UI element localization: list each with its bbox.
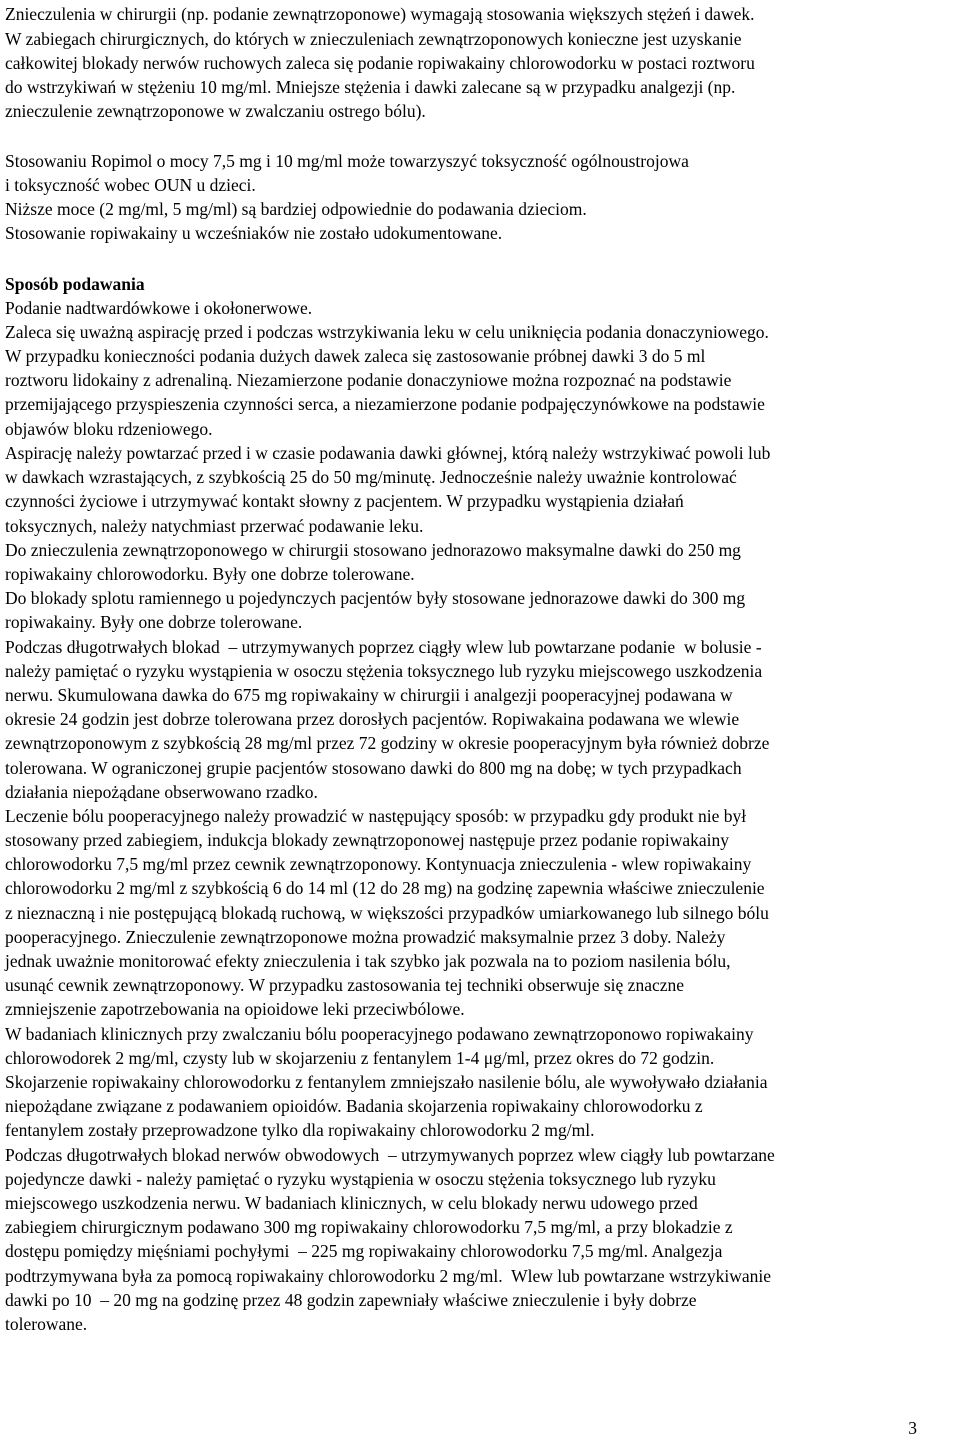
text-line: Stosowanie ropiwakainy u wcześniaków nie zostało udokumentowane.	[5, 223, 503, 243]
text-line: usunąć cewnik zewnątrzoponowy. W przypadku zastosowania tej techniki obserwuje się znaczne	[5, 975, 685, 995]
text-line: podtrzymywana była za pomocą ropiwakainy chlorowodorku 2 mg/ml. Wlew lub powtarzane wstrzykiwanie	[5, 1266, 772, 1286]
text-line: Skojarzenie ropiwakainy chlorowodorku z fentanylem zmniejszało nasilenie bólu, ale wywoływało działania	[5, 1072, 768, 1092]
text-line: chlorowodorku 7,5 mg/ml przez cewnik zewnątrzoponowy. Kontynuacja znieczulenia - wlew ropiwakainy	[5, 854, 752, 874]
text-line: przemijającego przyspieszenia czynności serca, a niezamierzone podanie podpajęczynówkowe na podstawie	[5, 394, 765, 414]
text-line: do wstrzykiwań w stężeniu 10 mg/ml. Mniejsze stężenia i dawki zalecane są w przypadku analgezji (np.	[5, 77, 736, 97]
section-heading: Sposób podawania	[5, 274, 145, 294]
text-line: zewnątrzoponowym z szybkością 28 mg/ml przez 72 godziny w okresie pooperacyjnym była również dobrze	[5, 733, 770, 753]
text-line: stosowany przed zabiegiem, indukcja blokady zewnątrzoponowej następuje przez podanie ropiwakainy	[5, 830, 730, 850]
text-line: chlorowodorku 2 mg/ml z szybkością 6 do 14 ml (12 do 28 mg) na godzinę zapewnia właściwe znieczulenie	[5, 878, 765, 898]
text-line: dawki po 10 – 20 mg na godzinę przez 48 godzin zapewniały właściwe znieczulenie i były dobrze	[5, 1290, 697, 1310]
text-line: jednak uważnie monitorować efekty znieczulenia i tak szybko jak pozwala na to poziom nasilenia bólu,	[5, 951, 731, 971]
document-page	[5, 0, 955, 1451]
text-line: niepożądane związane z podawaniem opioidów. Badania skojarzenia ropiwakainy chlorowodorku z	[5, 1096, 703, 1116]
text-line: ropiwakainy. Były one dobrze tolerowane.	[5, 612, 303, 632]
text-line: znieczulenie zewnątrzoponowe w zwalczaniu ostrego bólu).	[5, 101, 426, 121]
text-line: zabiegiem chirurgicznym podawano 300 mg ropiwakainy chlorowodorku 7,5 mg/ml, a przy blokadzie z	[5, 1217, 733, 1237]
text-line: zmniejszenie zapotrzebowania na opioidowe leki przeciwbólowe.	[5, 999, 465, 1019]
text-line: z nieznaczną i nie postępującą blokadą ruchową, w większości przypadków umiarkowanego lub silnego bólu	[5, 903, 769, 923]
text-line: dostępu pomiędzy mięśniami pochyłymi – 225 mg ropiwakainy chlorowodorku 7,5 mg/ml. Analgezja	[5, 1241, 723, 1261]
text-line: Znieczulenia w chirurgii (np. podanie zewnątrzoponowe) wymagają stosowania większych stężeń i dawek.	[5, 4, 755, 24]
text-line: fentanylem zostały przeprowadzone tylko dla ropiwakainy chlorowodorku 2 mg/ml.	[5, 1120, 595, 1140]
text-line: czynności życiowe i utrzymywać kontakt słowny z pacjentem. W przypadku wystąpienia działań	[5, 491, 684, 511]
text-line: W przypadku konieczności podania dużych dawek zaleca się zastosowanie próbnej dawki 3 do 5 ml	[5, 346, 706, 366]
text-line: Podanie nadtwardówkowe i okołonerwowe.	[5, 298, 313, 318]
text-line: tolerowana. W ograniczonej grupie pacjentów stosowano dawki do 800 mg na dobę; w tych przypadkach	[5, 758, 742, 778]
text-line: ropiwakainy chlorowodorku. Były one dobrze tolerowane.	[5, 564, 415, 584]
text-line: pooperacyjnego. Znieczulenie zewnątrzoponowe można prowadzić maksymalnie przez 3 doby. Należy	[5, 927, 726, 947]
text-line: miejscowego uszkodzenia nerwu. W badaniach klinicznych, w celu blokady nerwu udowego przed	[5, 1193, 698, 1213]
text-line: toksycznych, należy natychmiast przerwać podawanie leku.	[5, 516, 424, 536]
text-line: tolerowane.	[5, 1314, 88, 1334]
text-line: Zaleca się uważną aspirację przed i podczas wstrzykiwania leku w celu uniknięcia podania donaczyniowego.	[5, 322, 769, 342]
text-line: objawów bloku rdzeniowego.	[5, 419, 213, 439]
page-number: 3	[908, 1418, 917, 1438]
text-line: Do znieczulenia zewnątrzoponowego w chirurgii stosowano jednorazowo maksymalne dawki do 250 mg	[5, 540, 741, 560]
text-line: pojedyncze dawki - należy pamiętać o ryzyku wystąpienia w osoczu stężenia toksycznego lub ryzyku	[5, 1169, 716, 1189]
text-line: nerwu. Skumulowana dawka do 675 mg ropiwakainy w chirurgii i analgezji pooperacyjnej podawana w	[5, 685, 733, 705]
text-line: chlorowodorek 2 mg/ml, czysty lub w skojarzeniu z fentanylem 1-4 μg/ml, przez okres do 72 godzin.	[5, 1048, 715, 1068]
text-line: Leczenie bólu pooperacyjnego należy prowadzić w następujący sposób: w przypadku gdy produkt nie był	[5, 806, 747, 826]
text-line: działania niepożądane obserwowano rzadko.	[5, 782, 318, 802]
text-line: całkowitej blokady nerwów ruchowych zaleca się podanie ropiwakainy chlorowodorku w postaci roztworu	[5, 53, 755, 73]
text-line: i toksyczność wobec OUN u dzieci.	[5, 175, 256, 195]
text-line: Podczas długotrwałych blokad – utrzymywanych poprzez ciągły wlew lub powtarzane podanie w bolusie -	[5, 637, 762, 657]
text-line: Stosowaniu Ropimol o mocy 7,5 mg i 10 mg/ml może towarzyszyć toksyczność ogólnoustrojowa	[5, 151, 689, 171]
text-line: Aspirację należy powtarzać przed i w czasie podawania dawki głównej, którą należy wstrzykiwać powoli lub	[5, 443, 771, 463]
text-line: okresie 24 godzin jest dobrze tolerowana przez dorosłych pacjentów. Ropiwakaina podawana we wlewie	[5, 709, 740, 729]
text-line: Niższe moce (2 mg/ml, 5 mg/ml) są bardziej odpowiednie do podawania dzieciom.	[5, 199, 587, 219]
text-line: Do blokady splotu ramiennego u pojedynczych pacjentów były stosowane jednorazowe dawki do 300 mg	[5, 588, 746, 608]
text-line: W zabiegach chirurgicznych, do których w znieczuleniach zewnątrzoponowych konieczne jest uzyskanie	[5, 29, 742, 49]
text-line: należy pamiętać o ryzyku wystąpienia w osoczu stężenia toksycznego lub ryzyku miejscowego uszkodzenia	[5, 661, 763, 681]
text-line: roztworu lidokainy z adrenaliną. Niezamierzone podanie donaczyniowe można rozpoznać na podstawie	[5, 370, 732, 390]
text-line: Podczas długotrwałych blokad nerwów obwodowych – utrzymywanych poprzez wlew ciągły lub powtarzane	[5, 1145, 775, 1165]
text-line: w dawkach wzrastających, z szybkością 25 do 50 mg/minutę. Jednocześnie należy uważnie kontrolować	[5, 467, 737, 487]
text-line: W badaniach klinicznych przy zwalczaniu bólu pooperacyjnego podawano zewnątrzoponowo ropiwakainy	[5, 1024, 754, 1044]
